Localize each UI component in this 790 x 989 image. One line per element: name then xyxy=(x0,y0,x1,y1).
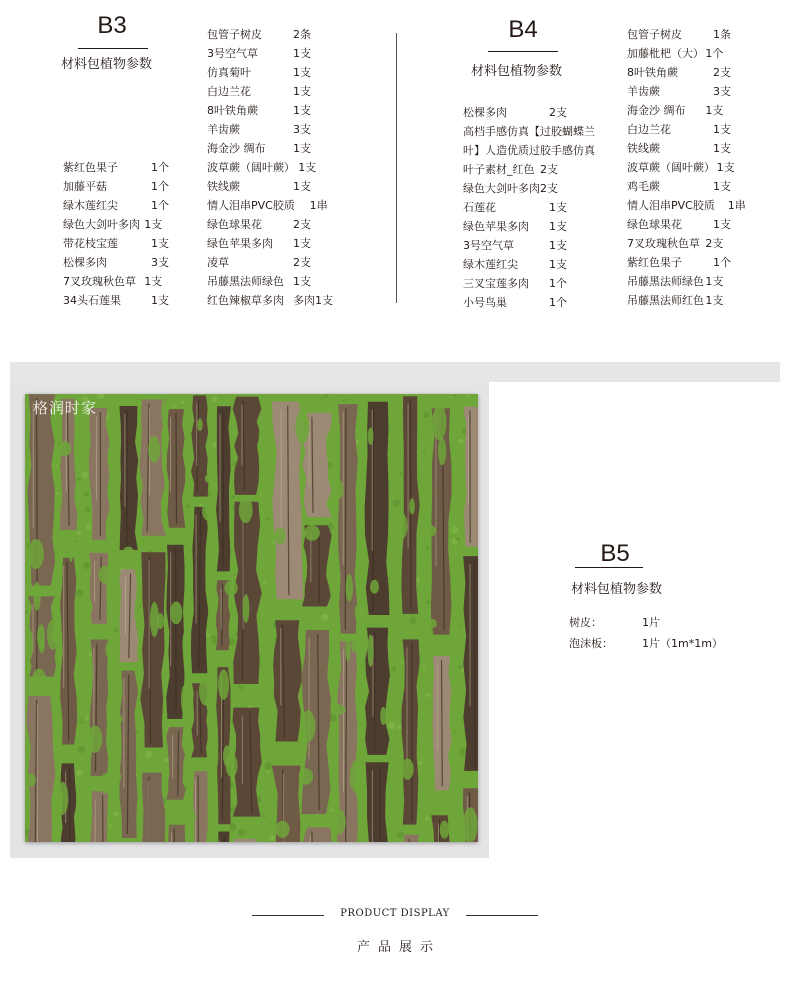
list-item xyxy=(463,236,595,255)
item-quantity: 2支 xyxy=(293,218,311,231)
item-quantity: 2条 xyxy=(293,28,311,41)
list-item xyxy=(207,120,311,139)
list-item xyxy=(627,291,724,310)
item-quantity: 2支 xyxy=(540,163,558,176)
item-name: 波草蕨（阔叶蕨） xyxy=(627,161,715,174)
item-name: 铁线蕨 xyxy=(627,142,660,155)
list-item xyxy=(463,103,595,122)
item-quantity: 1支 xyxy=(293,275,311,288)
list-item xyxy=(463,179,595,198)
b3-underline xyxy=(78,48,148,49)
item-name: 绿色大剑叶多肉 xyxy=(463,182,540,195)
item-quantity: 1支 xyxy=(549,220,567,233)
item-quantity: 3支 xyxy=(713,85,731,98)
item-name: 树皮： xyxy=(569,616,602,629)
list-item xyxy=(627,139,731,158)
list-item xyxy=(463,160,595,179)
list-item xyxy=(63,158,169,177)
item-name: 白边兰花 xyxy=(627,123,671,136)
list-item xyxy=(627,158,735,177)
footer-title: PRODUCT DISPLAY xyxy=(340,908,450,919)
list-item xyxy=(207,158,317,177)
item-quantity: 2支 xyxy=(713,66,731,79)
item-name: 7叉玫瑰秋色草 xyxy=(63,275,136,288)
item-name: 石莲花 xyxy=(463,201,496,214)
footer-line-left xyxy=(252,915,324,916)
list-item xyxy=(463,293,595,312)
list-item xyxy=(63,253,169,272)
item-name: 绿木莲红尖 xyxy=(63,199,118,212)
item-name: 羊齿蕨 xyxy=(207,123,240,136)
item-name: 松棵多肉 xyxy=(63,256,107,269)
item-name: 包管子树皮 xyxy=(207,28,262,41)
list-item xyxy=(627,44,724,63)
item-quantity: 1支 xyxy=(705,275,724,288)
item-quantity: 1支 xyxy=(713,142,731,155)
list-item xyxy=(207,101,311,120)
item-name: 绿色球果花 xyxy=(207,218,262,231)
item-name: 包管子树皮 xyxy=(627,28,682,41)
item-name: 吊藤黑法师红色 xyxy=(627,294,704,307)
item-quantity: 2支 xyxy=(540,182,558,195)
item-name: 绿色苹果多肉 xyxy=(463,220,529,233)
item-name: 叶】人造优质过胶手感仿真 xyxy=(463,144,595,157)
item-name: 红色辣椒草多肉 xyxy=(207,294,284,307)
item-name: 绿木莲红尖 xyxy=(463,258,518,271)
item-name: 绿色大剑叶多肉 xyxy=(63,218,140,231)
item-quantity: 1串 xyxy=(309,199,328,212)
item-name: 海金沙 绸布 xyxy=(207,142,266,155)
item-quantity: 1个 xyxy=(151,199,169,212)
b3-subtitle: 材料包植物参数 xyxy=(61,57,153,72)
footer-subtitle: 产品展示 xyxy=(356,940,441,955)
item-quantity: 1个 xyxy=(705,47,724,60)
list-item xyxy=(207,196,328,215)
b5-underline xyxy=(575,567,643,568)
item-name: 羊齿蕨 xyxy=(627,85,660,98)
item-name: 波草蕨（阔叶蕨） xyxy=(207,161,295,174)
item-name: 3号空气草 xyxy=(463,239,514,252)
item-name: 绿色球果花 xyxy=(627,218,682,231)
list-item xyxy=(463,255,595,274)
list-item xyxy=(627,253,731,272)
item-name: 鸡毛蕨 xyxy=(627,180,660,193)
list-item xyxy=(627,63,731,82)
item-name: 海金沙 绸布 xyxy=(627,104,686,117)
item-quantity: 1支 xyxy=(293,180,311,193)
item-name: 加藤枇杷（大） xyxy=(627,47,704,60)
list-item xyxy=(463,217,595,236)
item-quantity: 1支 xyxy=(144,218,163,231)
item-quantity: 3支 xyxy=(293,123,311,136)
list-item xyxy=(627,120,731,139)
item-quantity: 1支 xyxy=(293,237,311,250)
item-quantity: 1支 xyxy=(549,201,567,214)
bark-moss-panel-image xyxy=(25,394,478,842)
item-name: 7叉玫瑰秋色草 xyxy=(627,237,700,250)
list-item xyxy=(569,612,769,633)
item-name: 吊藤黑法师绿色 xyxy=(627,275,704,288)
item-name: 三叉宝莲多肉 xyxy=(463,277,529,290)
list-item xyxy=(627,215,731,234)
item-quantity: 1支 xyxy=(549,239,567,252)
item-quantity: 2支 xyxy=(705,237,724,250)
item-quantity: 多肉1支 xyxy=(293,294,333,307)
item-quantity: 1支 xyxy=(716,161,735,174)
b3-code: B3 xyxy=(97,12,127,39)
list-item xyxy=(627,177,731,196)
list-item xyxy=(627,82,731,101)
item-name: 小号鸟巢 xyxy=(463,296,507,309)
b5-list xyxy=(569,612,769,654)
list-item xyxy=(63,215,163,234)
item-name: 带花枝宝莲 xyxy=(63,237,118,250)
item-quantity: 1个 xyxy=(549,296,567,309)
item-quantity: 2支 xyxy=(549,106,567,119)
section-divider xyxy=(396,33,397,303)
list-item xyxy=(207,139,311,158)
list-item xyxy=(207,25,311,44)
list-item xyxy=(207,215,311,234)
list-item xyxy=(569,633,769,654)
list-item xyxy=(63,234,169,253)
item-name: 凌草 xyxy=(207,256,229,269)
b4-subtitle: 材料包植物参数 xyxy=(471,64,563,79)
item-quantity: 1个 xyxy=(151,161,169,174)
item-name: 仿真菊叶 xyxy=(207,66,251,79)
item-quantity: 1支 xyxy=(144,275,163,288)
list-item xyxy=(207,234,311,253)
item-name: 紫红色果子 xyxy=(63,161,118,174)
item-name: 3号空气草 xyxy=(207,47,258,60)
item-quantity: 1支 xyxy=(713,123,731,136)
item-name: 加藤平菇 xyxy=(63,180,107,193)
item-quantity: 1支 xyxy=(293,47,311,60)
item-name: 吊藤黑法师绿色 xyxy=(207,275,284,288)
b3-right-list xyxy=(207,25,333,310)
list-item xyxy=(207,82,311,101)
item-quantity: 1支 xyxy=(713,180,731,193)
item-name: 34头石莲果 xyxy=(63,294,121,307)
b4-left-list xyxy=(463,103,595,312)
item-quantity: 1支 xyxy=(151,237,169,250)
item-name: 8叶铁角蕨 xyxy=(627,66,678,79)
list-item xyxy=(207,291,333,310)
brand-logo: 格润时家 xyxy=(33,399,98,417)
list-item xyxy=(463,198,595,217)
list-item xyxy=(207,44,311,63)
item-quantity: 1支 xyxy=(151,294,169,307)
item-name: 情人泪串PVC胶质 xyxy=(627,199,715,212)
list-item xyxy=(627,101,724,120)
list-item xyxy=(63,291,169,310)
item-name: 白边兰花 xyxy=(207,85,251,98)
list-item xyxy=(63,196,169,215)
list-item xyxy=(207,63,311,82)
item-name: 紫红色果子 xyxy=(627,256,682,269)
gray-band xyxy=(10,362,780,382)
item-name: 泡沫板： xyxy=(569,637,613,650)
list-item xyxy=(207,272,311,291)
list-item xyxy=(207,177,311,196)
item-quantity: 1支 xyxy=(705,294,724,307)
item-quantity: 1支 xyxy=(713,218,731,231)
list-item xyxy=(463,274,595,293)
list-item xyxy=(627,272,724,291)
item-name: 铁线蕨 xyxy=(207,180,240,193)
item-name: 松棵多肉 xyxy=(463,106,507,119)
b4-code: B4 xyxy=(508,16,538,43)
b5-code: B5 xyxy=(600,540,630,567)
item-quantity: 1串 xyxy=(727,199,746,212)
list-item xyxy=(463,141,595,160)
b4-underline xyxy=(488,51,558,52)
list-item xyxy=(627,25,731,44)
item-name: 高档手感仿真【过胶蝴蝶兰 xyxy=(463,125,595,138)
b3-left-list xyxy=(63,158,169,310)
item-quantity: 1支 xyxy=(298,161,317,174)
item-name: 8叶铁角蕨 xyxy=(207,104,258,117)
list-item xyxy=(63,272,163,291)
item-quantity: 1支 xyxy=(293,104,311,117)
item-quantity: 1支 xyxy=(293,85,311,98)
b5-subtitle: 材料包植物参数 xyxy=(571,582,663,597)
item-quantity: 1支 xyxy=(705,104,724,117)
item-quantity: 1条 xyxy=(713,28,731,41)
item-quantity: 1个 xyxy=(713,256,731,269)
item-quantity: 3支 xyxy=(151,256,169,269)
item-quantity: 1支 xyxy=(293,66,311,79)
item-quantity: 1片 xyxy=(642,616,660,629)
b4-right-list xyxy=(627,25,746,310)
list-item xyxy=(63,177,169,196)
item-quantity: 1支 xyxy=(549,258,567,271)
list-item xyxy=(207,253,311,272)
list-item xyxy=(463,122,595,141)
item-quantity: 2支 xyxy=(293,256,311,269)
list-item xyxy=(627,234,724,253)
item-name: 绿色苹果多肉 xyxy=(207,237,273,250)
item-name: 情人泪串PVC胶质 xyxy=(207,199,295,212)
item-quantity: 1片（1m*1m） xyxy=(642,637,723,650)
item-quantity: 1支 xyxy=(293,142,311,155)
item-name: 叶子素材_红色 xyxy=(463,163,535,176)
list-item xyxy=(627,196,746,215)
item-quantity: 1个 xyxy=(151,180,169,193)
item-quantity: 1个 xyxy=(549,277,567,290)
footer-line-right xyxy=(466,915,538,916)
